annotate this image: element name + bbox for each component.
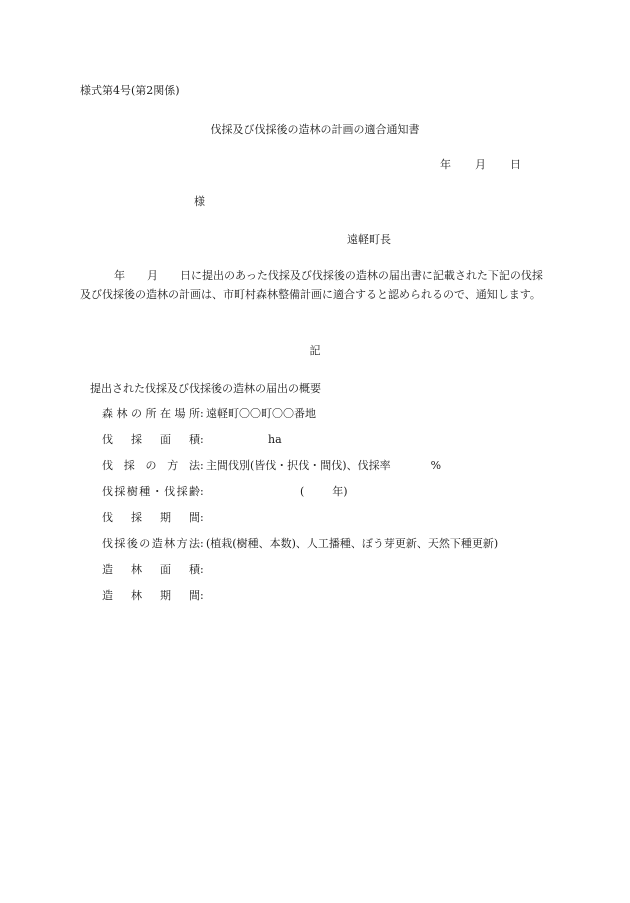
body-month: 月	[147, 269, 158, 282]
item-value	[206, 483, 348, 499]
date-year: 年	[440, 158, 451, 171]
item-species-age	[102, 483, 348, 499]
body-year: 年	[114, 269, 125, 282]
unit-percent: %	[430, 459, 442, 472]
addressee: 様	[194, 195, 205, 208]
item-colon: :	[200, 459, 204, 472]
paren-open: (	[300, 485, 305, 498]
item-cutting-period	[102, 509, 206, 525]
ki-heading: 記	[309, 344, 321, 357]
date-day: 日	[510, 158, 521, 171]
unit-ha: ha	[268, 433, 282, 446]
item-label: 伐採樹種・伐採齢	[102, 485, 200, 498]
item-label: 造林面積	[102, 563, 200, 576]
item-label: 森林の所在場所	[102, 407, 200, 420]
item-reforestation-method	[102, 535, 498, 551]
form-number: 様式第4号(第2関係)	[80, 84, 180, 97]
item-colon: :	[200, 433, 204, 446]
summary-heading: 提出された伐採及び伐採後の造林の届出の概要	[90, 382, 321, 395]
item-reforestation-area	[102, 561, 206, 577]
item-colon: :	[200, 485, 204, 498]
item-value: (植栽(樹種、本数)、人工播種、ぼう芽更新、天然下種更新)	[206, 537, 499, 550]
item-colon: :	[200, 407, 204, 420]
date-line	[440, 156, 521, 172]
date-month: 月	[475, 158, 486, 171]
notification-body	[80, 266, 550, 304]
item-cutting-method	[102, 457, 441, 473]
item-colon: :	[200, 511, 204, 524]
item-label: 伐採期間	[102, 511, 200, 524]
issuer-name: 遠軽町長	[347, 233, 391, 246]
item-colon: :	[200, 589, 204, 602]
item-value: 遠軽町〇〇町〇〇番地	[206, 407, 316, 420]
item-value	[206, 457, 441, 473]
item-reforestation-period	[102, 587, 206, 603]
item-location	[102, 405, 316, 421]
unit-year: 年)	[332, 485, 348, 498]
item-cutting-area	[102, 431, 282, 447]
item-value	[206, 433, 282, 446]
item-label: 造林期間	[102, 589, 200, 602]
item-label: 伐採後の造林方法	[102, 537, 200, 550]
item-label: 伐採面積	[102, 433, 200, 446]
item-colon: :	[200, 537, 204, 550]
method-text: 主間伐別(皆伐・択伐・間伐)、伐採率	[206, 459, 391, 472]
item-colon: :	[200, 563, 204, 576]
document-title: 伐採及び伐採後の造林の計画の適合通知書	[210, 123, 420, 136]
body-text: 日に提出のあった伐採及び伐採後の造林の届出書に記載された下記の伐採及び伐採後の造林の計画は、市町村森林整備計画に適合すると認められるので、通知します。	[80, 269, 543, 301]
item-label: 伐採の方法	[102, 459, 200, 472]
